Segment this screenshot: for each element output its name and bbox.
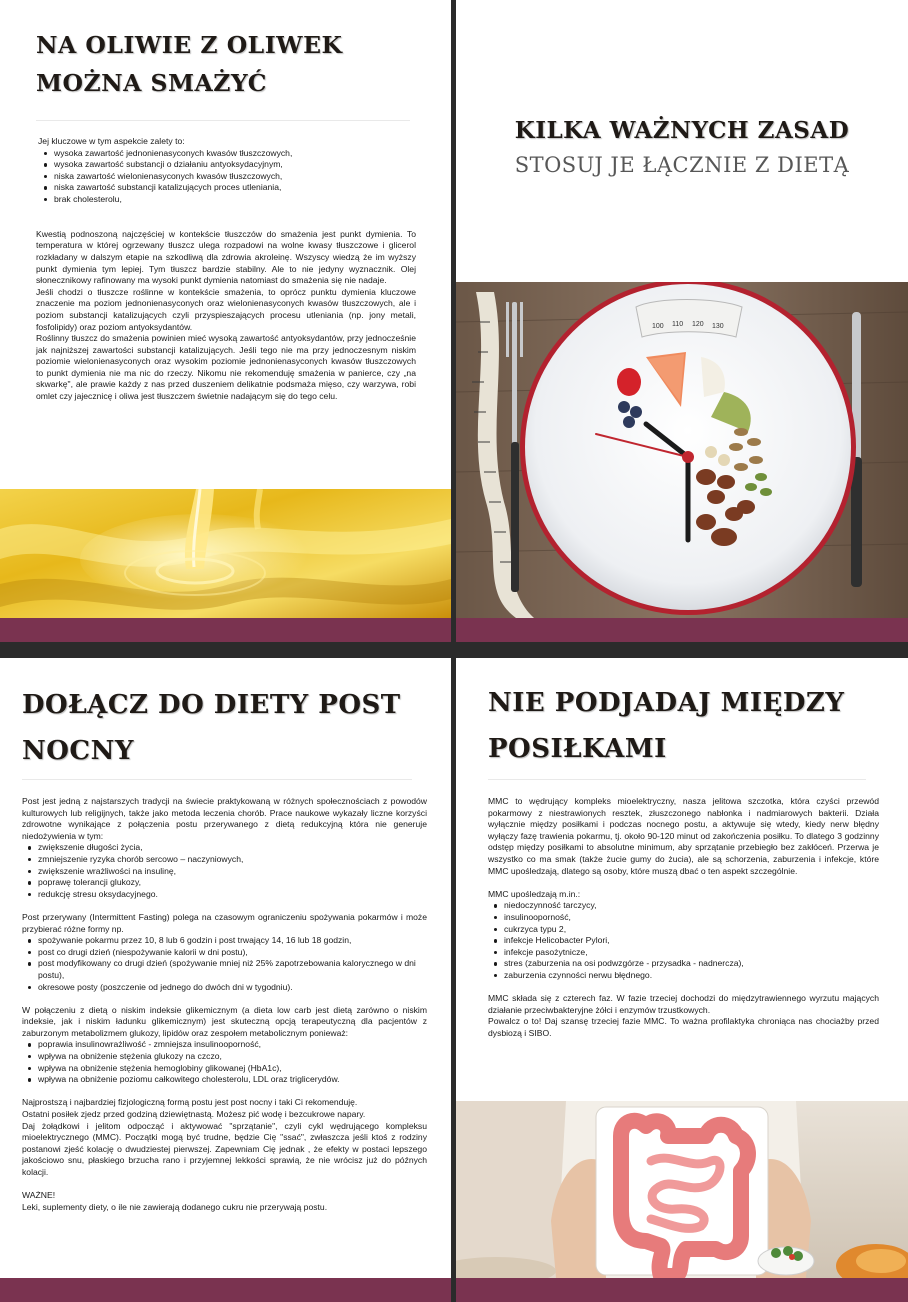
paragraph: Roślinny tłuszcz do smażenia powinien mieć wysoką zawartość antyoksydantów, przy jednocześnie jak najniższej zawartości substancji katalizujących. Jeśli tego nie ma przy jednoczesnym niskim poziomie wielonienasyconych oraz wysokim poziomie jednonienasyconych kwasów tłuszczowych to punkt dymienia nie ma nic do rzeczy. Nikomu nie rekomenduję smażenia w panierce, czy „na skwarkę", ale prawie każdy z nas przed duszeniem delikatnie podsmaża mięso, czy warzywa, robi omlet czy jajecznicę i oliwa jest tłuszczem świetnie nadającym się do tego celu. [36,333,416,402]
benefits-list [22,842,427,900]
page-night-fasting [0,658,451,1302]
list-item: infekcje Helicobacter Pylori, [504,935,879,947]
scale-number: 120 [692,321,704,328]
list-item: wpływa na obniżenie poziomu całkowitego cholesterolu, LDL oraz triglicerydów. [38,1074,427,1086]
list-item: insulinooporność, [504,912,879,924]
paragraph: W połączeniu z dietą o niskim indeksie glikemicznym (a dieta low carb jest dietą zarówno o niskim indeksie, jak i niskim ładunku glikemicznym) jest skuteczną opcją terapeutyczną dla pacjentów z zaburzonym metabolizmem glukozy, lipidów oraz zespołem metabolicznym ponieważ: [22,1004,427,1038]
paragraph: Post jest jedną z najstarszych tradycji na świecie praktykowaną w różnych społecznościach z powodów kulturowych lub religijnych, także jako metoda leczenia chorób. Prace naukowe wykazały liczne korzyści zdrowotne wynikające z połączenia postu przerywanego z dietą redukcyjną która nie generuje niedożywienia w tym: [22,796,427,841]
list-item: wpływa na obniżenie stężenia hemoglobiny glikowanej (HbA1c), [38,1063,427,1075]
divider [488,779,866,780]
list-item: wpływa na obniżenie stężenia glukozy na czczo, [38,1051,427,1063]
article-body [488,796,879,1039]
heading-block [456,113,908,181]
forms-list [22,935,427,993]
title-line-1: DOŁĄCZ DO DIETY POST [22,690,401,720]
paragraph: Jeśli chodzi o tłuszcze roślinne w kontekście smażenia, to oprócz punktu dymienia kluczowe znaczenie ma poziom jednonienasyconych oraz wielonienasyconych kwasów tłuszczowych, ale i poziom substancji katalizujących czyli przyspieszających procesu utleniania (np. jony metali, fosfolipidy) oraz poziom antyoksydantów. [36,286,416,332]
list-item: niska zawartość wielonienasyconych kwasów tłuszczowych, [54,171,416,183]
olive-oil-image [0,489,451,618]
footer-bar [0,618,451,642]
paragraph: Powalcz o to! Daj szansę trzeciej fazie MMC. To ważna profilaktyka chroniąca nas chociażby przed dysbiozą i SIBO. [488,1016,879,1038]
page-title [22,682,401,774]
paragraph: Post przerywany (Intermittent Fasting) polega na czasowym ograniczeniu spożywania pokarmów i może przybierać różne formy np. [22,911,427,934]
important-label: WAŻNE! [22,1190,56,1201]
page-olive-oil [0,0,451,642]
paragraph: MMC upośledzają m.in.: [488,888,581,899]
list-item: wysoka zawartość substancji o działaniu antyoksydacyjnym, [54,159,416,171]
paragraph: Ostatni posiłek zjedz przed godziną dziewiętnastą. Możesz pić wodę i bezcukrowe napary. [22,1109,366,1120]
page-subtitle: STOSUJ JE ŁĄCZNIE Z DIETĄ [514,153,850,177]
list-item: spożywanie pokarmu przez 10, 8 lub 6 godzin i post trwający 14, 16 lub 18 godzin, [38,935,427,947]
page-no-snacking [456,658,908,1302]
paragraph: Kwestią podnoszoną najczęściej w kontekście tłuszczów do smażenia jest punkt dymienia. To temperatura w której ogrzewany tłuszcz ulega rozpadowi na wolne kwasy tłuszczowe i glicerol rozkładany w dalszym etapie na szkodliwą dla zdrowia akroleinę. Wszyscy wiedzą że im wyższy punkt dymienia tym lepiej. Tym tłuszcz bardzie stabilny. Ale to nie jedyny wyznacznik. Olej słonecznikowy rafinowany ma wysoki punkt dymienia natomiast do smażenia się nie nadaje. [36,228,416,286]
paragraph: Daj żołądkowi i jelitom odpocząć i aktywować "sprzątanie", czyli cykl wędrującego kompleksu mioelektrycznego (MMC). Początki mogą być trudne, będzie Cię "ssać", zwłaszcza jeśli ktoś z rodziny postanowi zjeść kolację o dwudziestej pierwszej. Zapewniam Cię jednak , że efekty w postaci lepszego jakościowo snu, płaskiego brzucha rano i przyjemnej lekkości sprawią, że nie wrócisz już do późnych kolacji. [22,1120,427,1177]
scale-number: 100 [652,323,664,330]
list-item: zaburzenia czynności nerwu błędnego. [504,970,879,982]
list-item: cukrzyca typu 2, [504,924,879,936]
list-item: redukcję stresu oksydacyjnego. [38,889,427,901]
article-body [22,796,427,1213]
page-title [36,26,342,102]
list-item: post modyfikowany co drugi dzień (spożywanie mniej niż 25% zapotrzebowania kalorycznego w dni postu), [38,958,427,981]
list-item: niska zawartość substancji katalizujących proces utleniania, [54,182,416,194]
scale-number: 110 [672,321,684,328]
list-item: poprawę tolerancji glukozy, [38,877,427,889]
divider [22,779,412,780]
article-body [36,136,416,403]
list-item: stres (zaburzenia na osi podwzgórze - przysadka - nadnercza), [504,958,879,970]
list-item: brak cholesterolu, [54,194,416,206]
footer-bar [456,618,908,642]
paragraph: MMC składa się z czterech faz. W fazie trzeciej dochodzi do międzytrawiennego wyrzutu mających działanie przeciwbakteryjne żółci i enzymów trzustkowych. [488,993,879,1015]
title-line-2: NOCNY [22,736,134,766]
title-line-1: NIE PODJADAJ MIĘDZY [488,688,845,718]
effects-list [22,1039,427,1085]
title-line-2: MOŻNA SMAŻYĆ [36,69,267,97]
scale-number: 130 [712,323,724,330]
list-item: okresowe posty (poszczenie od jednego do dwóch dni w tygodniu). [38,982,427,994]
list-item: poprawia insulinowrażliwość - zmniejsza insulinooporność, [38,1039,427,1051]
causes-list [488,900,879,981]
footer-bar [456,1278,908,1302]
advantages-list [36,148,416,206]
list-item: zwiększenie wrażliwości na insulinę, [38,866,427,878]
page-title [488,680,844,772]
list-item: zmniejszenie ryzyka chorób sercowo – naczyniowych, [38,854,427,866]
footer-bar [0,1278,451,1302]
list-item: niedoczynność tarczycy, [504,900,879,912]
list-item: post co drugi dzień (niespożywanie kalorii w dni postu), [38,947,427,959]
page-title: KILKA WAŻNYCH ZASAD [514,117,850,144]
title-line-1: NA OLIWIE Z OLIWEK [36,31,343,59]
intro-text: Jej kluczowe w tym aspekcie zalety to: [38,136,185,146]
title-line-2: POSIŁKAMI [488,734,667,764]
plate-clock-image [456,282,908,618]
list-item: wysoka zawartość jednonienasyconych kwasów tłuszczowych, [54,148,416,160]
page-rules [456,0,908,642]
paragraph: MMC to wędrujący kompleks mioelektryczny, nasza jelitowa szczotka, która czyści przewód pokarmowy z niestrawionych resztek, złuszczonego nabłonka i nadmiarowych bakterii. Działa wyłącznie między posiłkami i podczas nocnego postu, a aktywuje się wtedy, kiedy nerw błędny wyłączy fazę trawienia pokarmu, tj. około 90-120 minut od zakończenia posiłku. To dlatego 3 godzinny odstęp między posiłkami to absolutne minimum, aby sprzątanie przebiegło bez zakłóceń. Przerwa je wszystko co ma smak (także żucie gumy do żucia), ale są schorzenia, zaburzenia i infekcje, które MMC upośledzają, dlatego są osoby, które muszą dbać o ten aspekt szczególnie. [488,796,879,876]
list-item: zwiększenie długości życia, [38,842,427,854]
divider [36,120,410,121]
intestine-illustration-image [456,1101,908,1278]
paragraph: Leki, suplementy diety, o ile nie zawierają dodanego cukru nie przerywają postu. [22,1201,328,1212]
list-item: infekcje pasożytnicze, [504,947,879,959]
paragraph: Najprostszą i najbardziej fizjologiczną formą postu jest post nocny i taki Ci rekomenduję. [22,1097,358,1108]
